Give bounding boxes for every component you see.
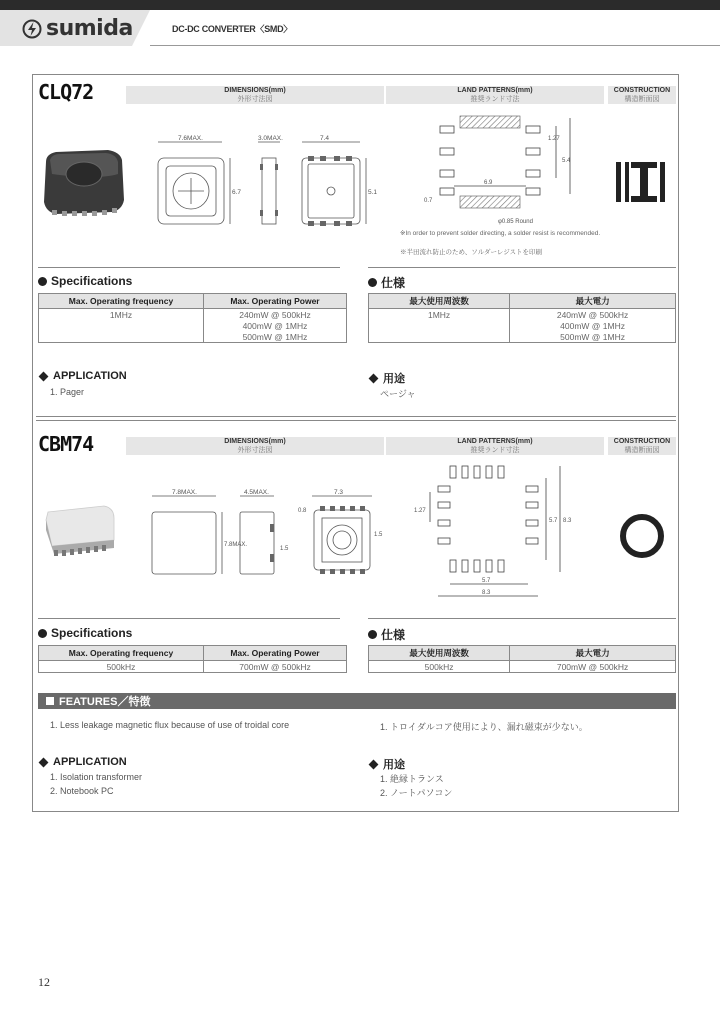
clq72-dim-width: 7.6MAX.: [178, 135, 203, 142]
cbm74-spec-heading-jp: 仕様: [368, 626, 405, 643]
table-row: 500kHz 700mW @ 500kHz: [39, 661, 347, 673]
bullet-dot-icon: [38, 277, 47, 286]
cbm74-application-item: 2. Notebook PC: [50, 786, 114, 796]
clq72-dim-side: 6.7: [232, 189, 242, 196]
cbm74-dim-width: 7.8MAX.: [172, 489, 197, 496]
clq72-land-round: φ0.85 Round: [498, 219, 533, 225]
col-header: Max. Operating frequency: [39, 646, 204, 661]
cbm74-feature-item-jp: 1. トロイダルコア使用により、漏れ磁束が少ない。: [380, 722, 588, 732]
cbm74-application-heading: APPLICATION: [38, 756, 127, 768]
rule: [38, 618, 340, 619]
clq72-note-en: ※In order to prevent solder directing, a solder resist is recommended.: [400, 230, 601, 237]
col-header: Max. Operating Power: [203, 646, 346, 661]
cbm74-spec-table: [38, 645, 347, 673]
land-patterns-label-jp: 推奨ランド寸法: [470, 96, 520, 103]
cbm74-land-h1: 5.7: [549, 518, 558, 524]
construction-label: [608, 86, 676, 104]
col-header: 最大電力: [510, 646, 676, 661]
cbm74-dim-a: 0.8: [298, 508, 307, 514]
brand-name: sumida: [46, 16, 133, 41]
brand-logo: [22, 16, 133, 41]
page-header-title: DC-DC CONVERTER〈SMD〉: [172, 24, 293, 34]
model-title-cbm74: CBM74: [38, 432, 94, 456]
clq72-application-item-jp: ページャ: [380, 389, 416, 399]
construction-label-jp: 構造断面図: [624, 96, 660, 103]
clq72-spec-heading: Specifications: [38, 274, 132, 288]
cbm74-application-item-jp: 1. 絶縁トランス: [380, 774, 444, 784]
clq72-product-photo: [38, 140, 130, 220]
dimensions-label: [126, 86, 384, 104]
clq72-application-heading-jp: 用途: [368, 370, 405, 386]
clq72-note-jp: ※半田流れ防止のため、ソルダーレジストを印刷: [400, 249, 542, 256]
cbm74-application-item-jp: 2. ノートパソコン: [380, 788, 453, 798]
dimensions-label: DIMENSIONS(mm) 外形寸法図: [126, 437, 384, 455]
clq72-land-pitch: 1.27: [548, 136, 560, 142]
table-row: 1MHz 240mW @ 500kHz: [39, 309, 347, 321]
cbm74-dim-height: 4.5MAX.: [244, 489, 269, 496]
col-header: 最大使用周波数: [369, 294, 510, 309]
table-row: 1MHz 240mW @ 500kHz: [369, 309, 676, 321]
features-bar: [38, 693, 676, 709]
col-header: 最大使用周波数: [369, 646, 510, 661]
cbm74-land-pitch: 1.27: [414, 508, 426, 514]
table-row: 500kHz 700mW @ 500kHz: [369, 661, 676, 673]
land-patterns-label: [386, 86, 604, 104]
features-heading: FEATURES／特徴: [59, 696, 151, 708]
sumida-logo-icon: [22, 19, 42, 39]
bullet-diamond-icon: [369, 373, 379, 383]
construction-label-en: CONSTRUCTION: [613, 87, 671, 94]
bullet-diamond-icon: [369, 759, 379, 769]
table-row: 400mW @ 1MHz: [369, 320, 676, 331]
clq72-land-pattern: [410, 110, 590, 225]
cbm74-land-w2: 8.3: [482, 590, 491, 596]
cbm74-spec-heading: Specifications: [38, 626, 132, 640]
clq72-dimension-drawing: [150, 130, 380, 240]
clq72-land-pad: 0.7: [424, 198, 433, 204]
land-patterns-label: LAND PATTERNS(mm) 推奨ランド寸法: [386, 437, 604, 455]
clq72-construction-diagram: [614, 160, 666, 204]
bullet-diamond-icon: [39, 757, 49, 767]
clq72-land-span: 5.4: [562, 158, 571, 164]
cbm74-dim-side: 7.8MAX.: [224, 542, 248, 548]
bullet-diamond-icon: [39, 371, 49, 381]
clq72-dim-pitch: 7.4: [320, 135, 330, 142]
cbm74-dimension-drawing: [140, 484, 383, 584]
rule: [38, 267, 340, 268]
table-row: 500mW @ 1MHz: [39, 331, 347, 343]
col-header: 最大電力: [510, 294, 676, 309]
bullet-dot-icon: [368, 278, 377, 287]
page-number: 12: [38, 975, 50, 989]
clq72-spec-heading-jp: 仕様: [368, 274, 405, 291]
top-bar: [0, 0, 720, 10]
clq72-spec-table: [38, 293, 347, 343]
bullet-dot-icon: [38, 629, 47, 638]
bullet-dot-icon: [368, 630, 377, 639]
clq72-application-item: 1. Pager: [50, 387, 85, 397]
dimensions-label-en: DIMENSIONS(mm): [224, 87, 286, 94]
cbm74-spec-table-jp: [368, 645, 676, 673]
cbm74-land-h2: 8.3: [563, 518, 572, 524]
dimensions-label-jp: 外形寸法図: [237, 96, 273, 103]
table-row: 500mW @ 1MHz: [369, 331, 676, 343]
cbm74-land-w1: 5.7: [482, 578, 491, 584]
rule: [368, 267, 676, 268]
land-patterns-label-en: LAND PATTERNS(mm): [457, 87, 533, 94]
clq72-dim-height: 3.0MAX.: [258, 135, 283, 142]
cbm74-toroid-construction-icon: [618, 512, 666, 560]
clq72-application-heading: APPLICATION: [38, 370, 127, 382]
col-header: Max. Operating frequency: [39, 294, 204, 309]
cbm74-land-pattern: [410, 462, 590, 602]
model-title-clq72: CLQ72: [38, 80, 94, 104]
clq72-dim-inner: 5.1: [368, 189, 378, 196]
rule: [368, 618, 676, 619]
cbm74-application-item: 1. Isolation transformer: [50, 772, 143, 782]
clq72-land-width: 6.9: [484, 180, 493, 186]
construction-label: CONSTRUCTION 構造断面図: [608, 437, 676, 455]
clq72-spec-table-jp: [368, 293, 676, 343]
square-bullet-icon: [46, 697, 54, 705]
section-divider: [36, 416, 676, 421]
cbm74-product-photo: [40, 500, 120, 562]
header-rule: [150, 45, 720, 46]
col-header: Max. Operating Power: [203, 294, 346, 309]
table-row: 400mW @ 1MHz: [39, 320, 347, 331]
cbm74-dim-pitch: 7.3: [334, 489, 344, 496]
cbm74-application-heading-jp: 用途: [368, 756, 405, 772]
cbm74-feature-item: 1. Less leakage magnetic flux because of use of troidal core: [50, 720, 290, 730]
cbm74-dim-c: 1.5: [374, 532, 383, 538]
cbm74-dim-b: 1.5: [280, 546, 289, 552]
